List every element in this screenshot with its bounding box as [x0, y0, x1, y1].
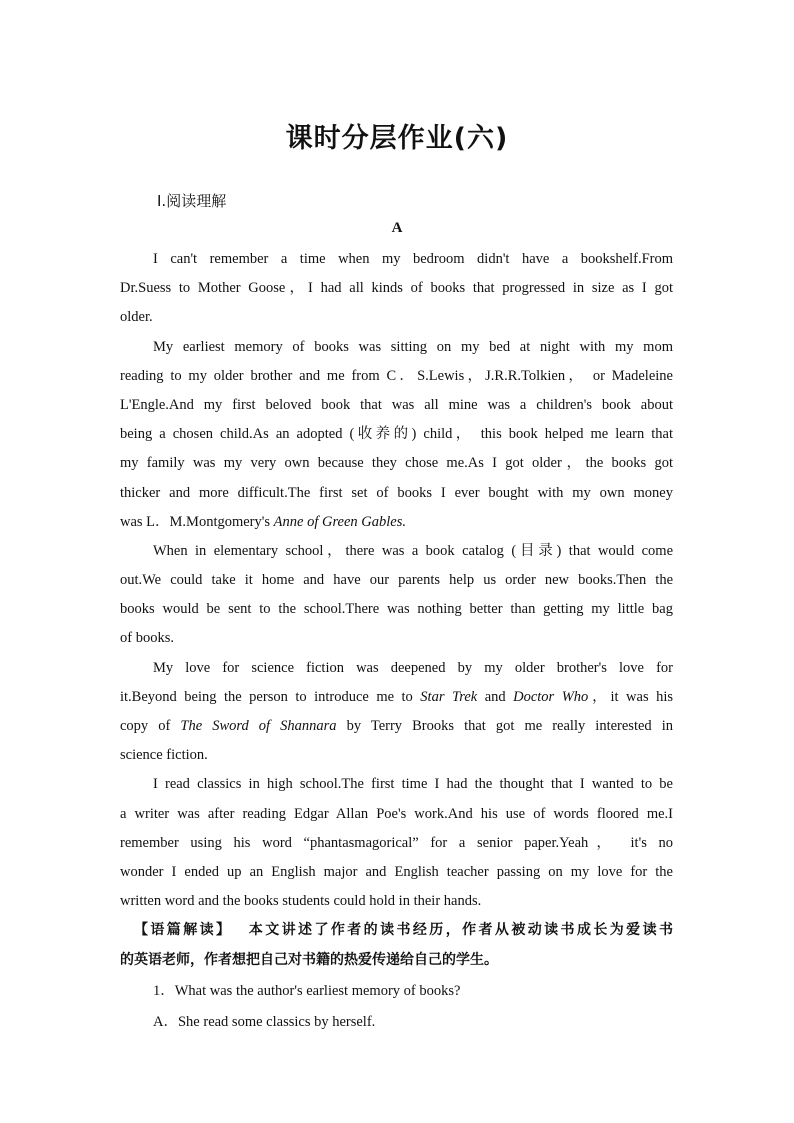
gloss-text: 收养的	[354, 426, 412, 443]
text-line: science fiction.	[120, 747, 208, 764]
text-line: wonder I ended up an English major and English teacher passing on my love for the	[120, 863, 673, 880]
question-text: What was the author's earliest memory of books?	[174, 982, 461, 999]
text-line: Dr.Suess to Mother Goose，I had all kinds of books that progressed in size as I got	[120, 280, 673, 297]
text-line: remember using his word “phantasmagorical” for a senior paper.Yeah， it's no	[120, 834, 673, 851]
discourse-note-cont: 的英语老师，作者想把自己对书籍的热爱传递给自己的学生。	[120, 951, 498, 968]
text-line: I read classics in high school.The first time I had the thought that I wanted to be	[153, 776, 673, 793]
section-heading: Ⅰ.阅读理解	[157, 192, 227, 210]
text-line: L'Engle.And my first beloved book that was all mine was a children's book about	[120, 396, 673, 413]
text-span: ) that would come	[556, 542, 673, 559]
text-line: books would be sent to the school.There was nothing better than getting my little bag	[120, 601, 673, 618]
book-title: Anne of Green Gables.	[273, 513, 407, 530]
text-line: My earliest memory of books was sitting on my bed at night with my mom	[153, 338, 673, 355]
text-line: my family was my very own because they chose me.As I got older，the books got	[120, 455, 673, 472]
note-text: 本文讲述了作者的读书经历，作者从被动读书成长为爱读书	[246, 922, 673, 939]
text-line: My love for science fiction was deepened by my older brother's love for	[153, 659, 673, 676]
text-line: reading to my older brother and me from C．S.Lewis，J.R.R.Tolkien， or Madeleine	[120, 367, 673, 384]
discourse-note	[120, 916, 673, 945]
text-line	[120, 683, 673, 712]
option-letter: A．	[153, 1013, 178, 1030]
text-span: When in elementary school，there was a book catalog (	[153, 542, 517, 559]
text-line	[120, 537, 673, 566]
text-line: out.We could take it home and have our parents help us order new books.Then the	[120, 572, 673, 589]
show-title: Doctor Who	[513, 688, 589, 705]
book-title: The Sword of Shannara	[180, 718, 337, 734]
text-line: thicker and more difficult.The first set of books I ever bought with my own money	[120, 484, 673, 501]
question-1	[120, 977, 673, 1006]
passage-body	[120, 245, 673, 1037]
option-text: She read some classics by herself.	[177, 1013, 376, 1030]
text-span: it.Beyond being the person to introduce me to	[120, 688, 421, 705]
text-line	[120, 712, 673, 741]
text-line	[120, 508, 673, 537]
text-span: ) child， this book helped me learn that	[411, 426, 674, 443]
text-line	[120, 420, 673, 449]
text-span: and	[477, 688, 514, 705]
text-line: a writer was after reading Edgar Allan Poe's work.And his use of words floored me.I	[120, 805, 673, 822]
passage-label: A	[391, 220, 403, 236]
text-span: being a chosen child.As an adopted (	[120, 426, 355, 443]
text-line: older.	[120, 309, 153, 326]
show-title: Star Trek	[420, 688, 478, 705]
option-a	[120, 1008, 673, 1037]
text-span: copy of	[120, 718, 181, 734]
text-line: written word and the books students could hold in their hands.	[120, 893, 482, 910]
question-number: 1．	[153, 982, 175, 999]
note-label: 【语篇解读】	[134, 922, 233, 939]
page-title: 课时分层作业(六)	[285, 123, 509, 154]
text-span: by Terry Brooks that got me really interested in	[336, 718, 673, 734]
text-span: was L．M.Montgomery's	[120, 513, 274, 530]
gloss-text: 目录	[516, 542, 557, 559]
text-line: of books.	[120, 630, 174, 647]
text-span: ，it was his	[588, 688, 674, 705]
text-line: I can't remember a time when my bedroom didn't have a bookshelf.From	[153, 251, 673, 267]
